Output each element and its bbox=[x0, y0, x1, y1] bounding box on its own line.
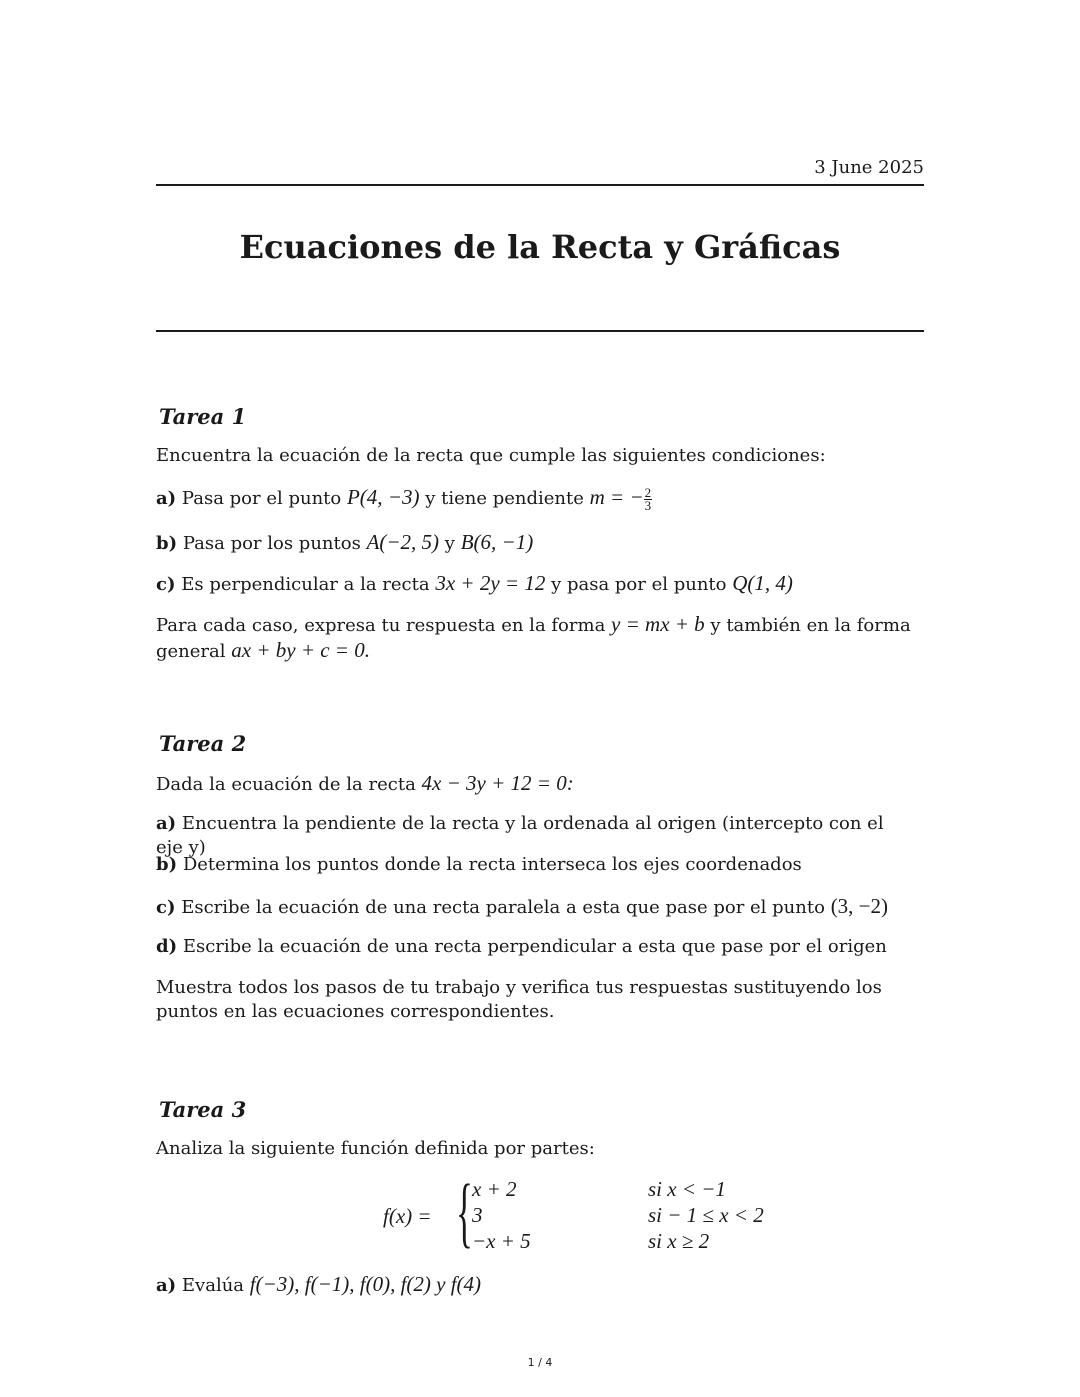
case-expr: 3 bbox=[472, 1203, 483, 1227]
case-row bbox=[472, 1229, 710, 1255]
item-text: y tiene pendiente bbox=[425, 488, 584, 509]
title-rule bbox=[156, 330, 924, 332]
case-expr: −x + 5 bbox=[472, 1229, 531, 1253]
item-label: a) bbox=[156, 813, 177, 834]
case-row bbox=[472, 1177, 726, 1203]
item-text: Evalúa bbox=[181, 1275, 245, 1296]
item-label: b) bbox=[156, 854, 178, 875]
item-text: Pasa por el punto bbox=[181, 488, 342, 509]
item-label: a) bbox=[156, 1275, 177, 1296]
task-3 bbox=[156, 1097, 916, 1178]
task-intro: Analiza la siguiente función definida por partes: bbox=[156, 1138, 595, 1159]
case-condition: si x < −1 bbox=[648, 1177, 726, 1201]
task-2 bbox=[156, 731, 916, 1024]
case-expr: x + 2 bbox=[472, 1177, 517, 1201]
item-text: Pasa por los puntos bbox=[182, 533, 361, 554]
brace: { bbox=[456, 1168, 473, 1255]
intro-math: 4x − 3y + 12 = 0: bbox=[421, 771, 574, 795]
case-condition: si x ≥ 2 bbox=[648, 1229, 710, 1253]
item-text: y bbox=[444, 533, 455, 554]
date: 3 June 2025 bbox=[814, 157, 924, 178]
item-label: c) bbox=[156, 897, 176, 918]
function-lhs: f(x) = bbox=[383, 1204, 432, 1228]
item-text: Determina los puntos donde la recta interseca los ejes coordenados bbox=[182, 854, 802, 875]
item-text: Escribe la ecuación de una recta perpendicular a esta que pase por el origen bbox=[182, 936, 887, 957]
item-label: d) bbox=[156, 936, 178, 957]
task-heading: Tarea 2 bbox=[159, 731, 247, 756]
item-text: y pasa por el punto bbox=[551, 574, 727, 595]
item-math: Q(1, 4) bbox=[732, 571, 793, 595]
item-math: m = − bbox=[589, 485, 644, 509]
item-text: Escribe la ecuación de una recta paralela a esta que pase por el punto bbox=[181, 897, 825, 918]
item-label: b) bbox=[156, 533, 178, 554]
closing-text: Para cada caso, expresa tu respuesta en la forma bbox=[156, 615, 606, 636]
case-condition: si − 1 ≤ x < 2 bbox=[648, 1203, 764, 1227]
list-item bbox=[156, 894, 916, 935]
task-heading: Tarea 1 bbox=[159, 404, 247, 429]
closing-math: ax + by + c = 0. bbox=[231, 638, 370, 662]
closing-math: y = mx + b bbox=[611, 612, 705, 636]
item-math: B(6, −1) bbox=[460, 530, 534, 554]
task-3-items bbox=[156, 1272, 916, 1313]
intro-text: Dada la ecuación de la recta bbox=[156, 774, 416, 795]
task-closing: Muestra todos los pasos de tu trabajo y verifica tus respuestas sustituyendo los puntos en las ecuaciones correspondientes. bbox=[156, 977, 882, 1022]
item-label: a) bbox=[156, 488, 177, 509]
closing-text: y también en la forma general bbox=[156, 615, 911, 662]
list-item bbox=[156, 530, 916, 571]
case-row bbox=[472, 1203, 764, 1229]
item-math: A(−2, 5) bbox=[366, 530, 440, 554]
page-title: Ecuaciones de la Recta y Gráficas bbox=[239, 228, 841, 266]
item-math: P(4, −3) bbox=[346, 485, 420, 509]
item-text: Es perpendicular a la recta bbox=[181, 574, 430, 595]
list-item bbox=[156, 812, 916, 858]
task-intro bbox=[156, 771, 916, 812]
item-label: c) bbox=[156, 574, 176, 595]
page-number: 1 / 4 bbox=[527, 1356, 553, 1369]
item-math: 3x + 2y = 12 bbox=[435, 571, 546, 595]
item-math: (3, −2) bbox=[830, 894, 889, 918]
list-item bbox=[156, 935, 916, 976]
task-heading: Tarea 3 bbox=[159, 1097, 247, 1122]
header-rule bbox=[156, 184, 924, 186]
list-item bbox=[156, 853, 916, 894]
item-text: Encuentra la pendiente de la recta y la ordenada al origen (intercepto con el eje y) bbox=[156, 813, 884, 858]
fraction-numerator: 2 bbox=[644, 484, 652, 500]
task-closing bbox=[156, 612, 916, 664]
fraction-denominator: 3 bbox=[644, 497, 652, 513]
fraction bbox=[644, 484, 653, 513]
list-item bbox=[156, 1272, 916, 1313]
task-intro: Encuentra la ecuación de la recta que cumple las siguientes condiciones: bbox=[156, 445, 826, 466]
list-item bbox=[156, 571, 916, 612]
item-math: f(−3), f(−1), f(0), f(2) y f(4) bbox=[249, 1272, 482, 1296]
list-item bbox=[156, 485, 916, 526]
task-1 bbox=[156, 404, 916, 664]
